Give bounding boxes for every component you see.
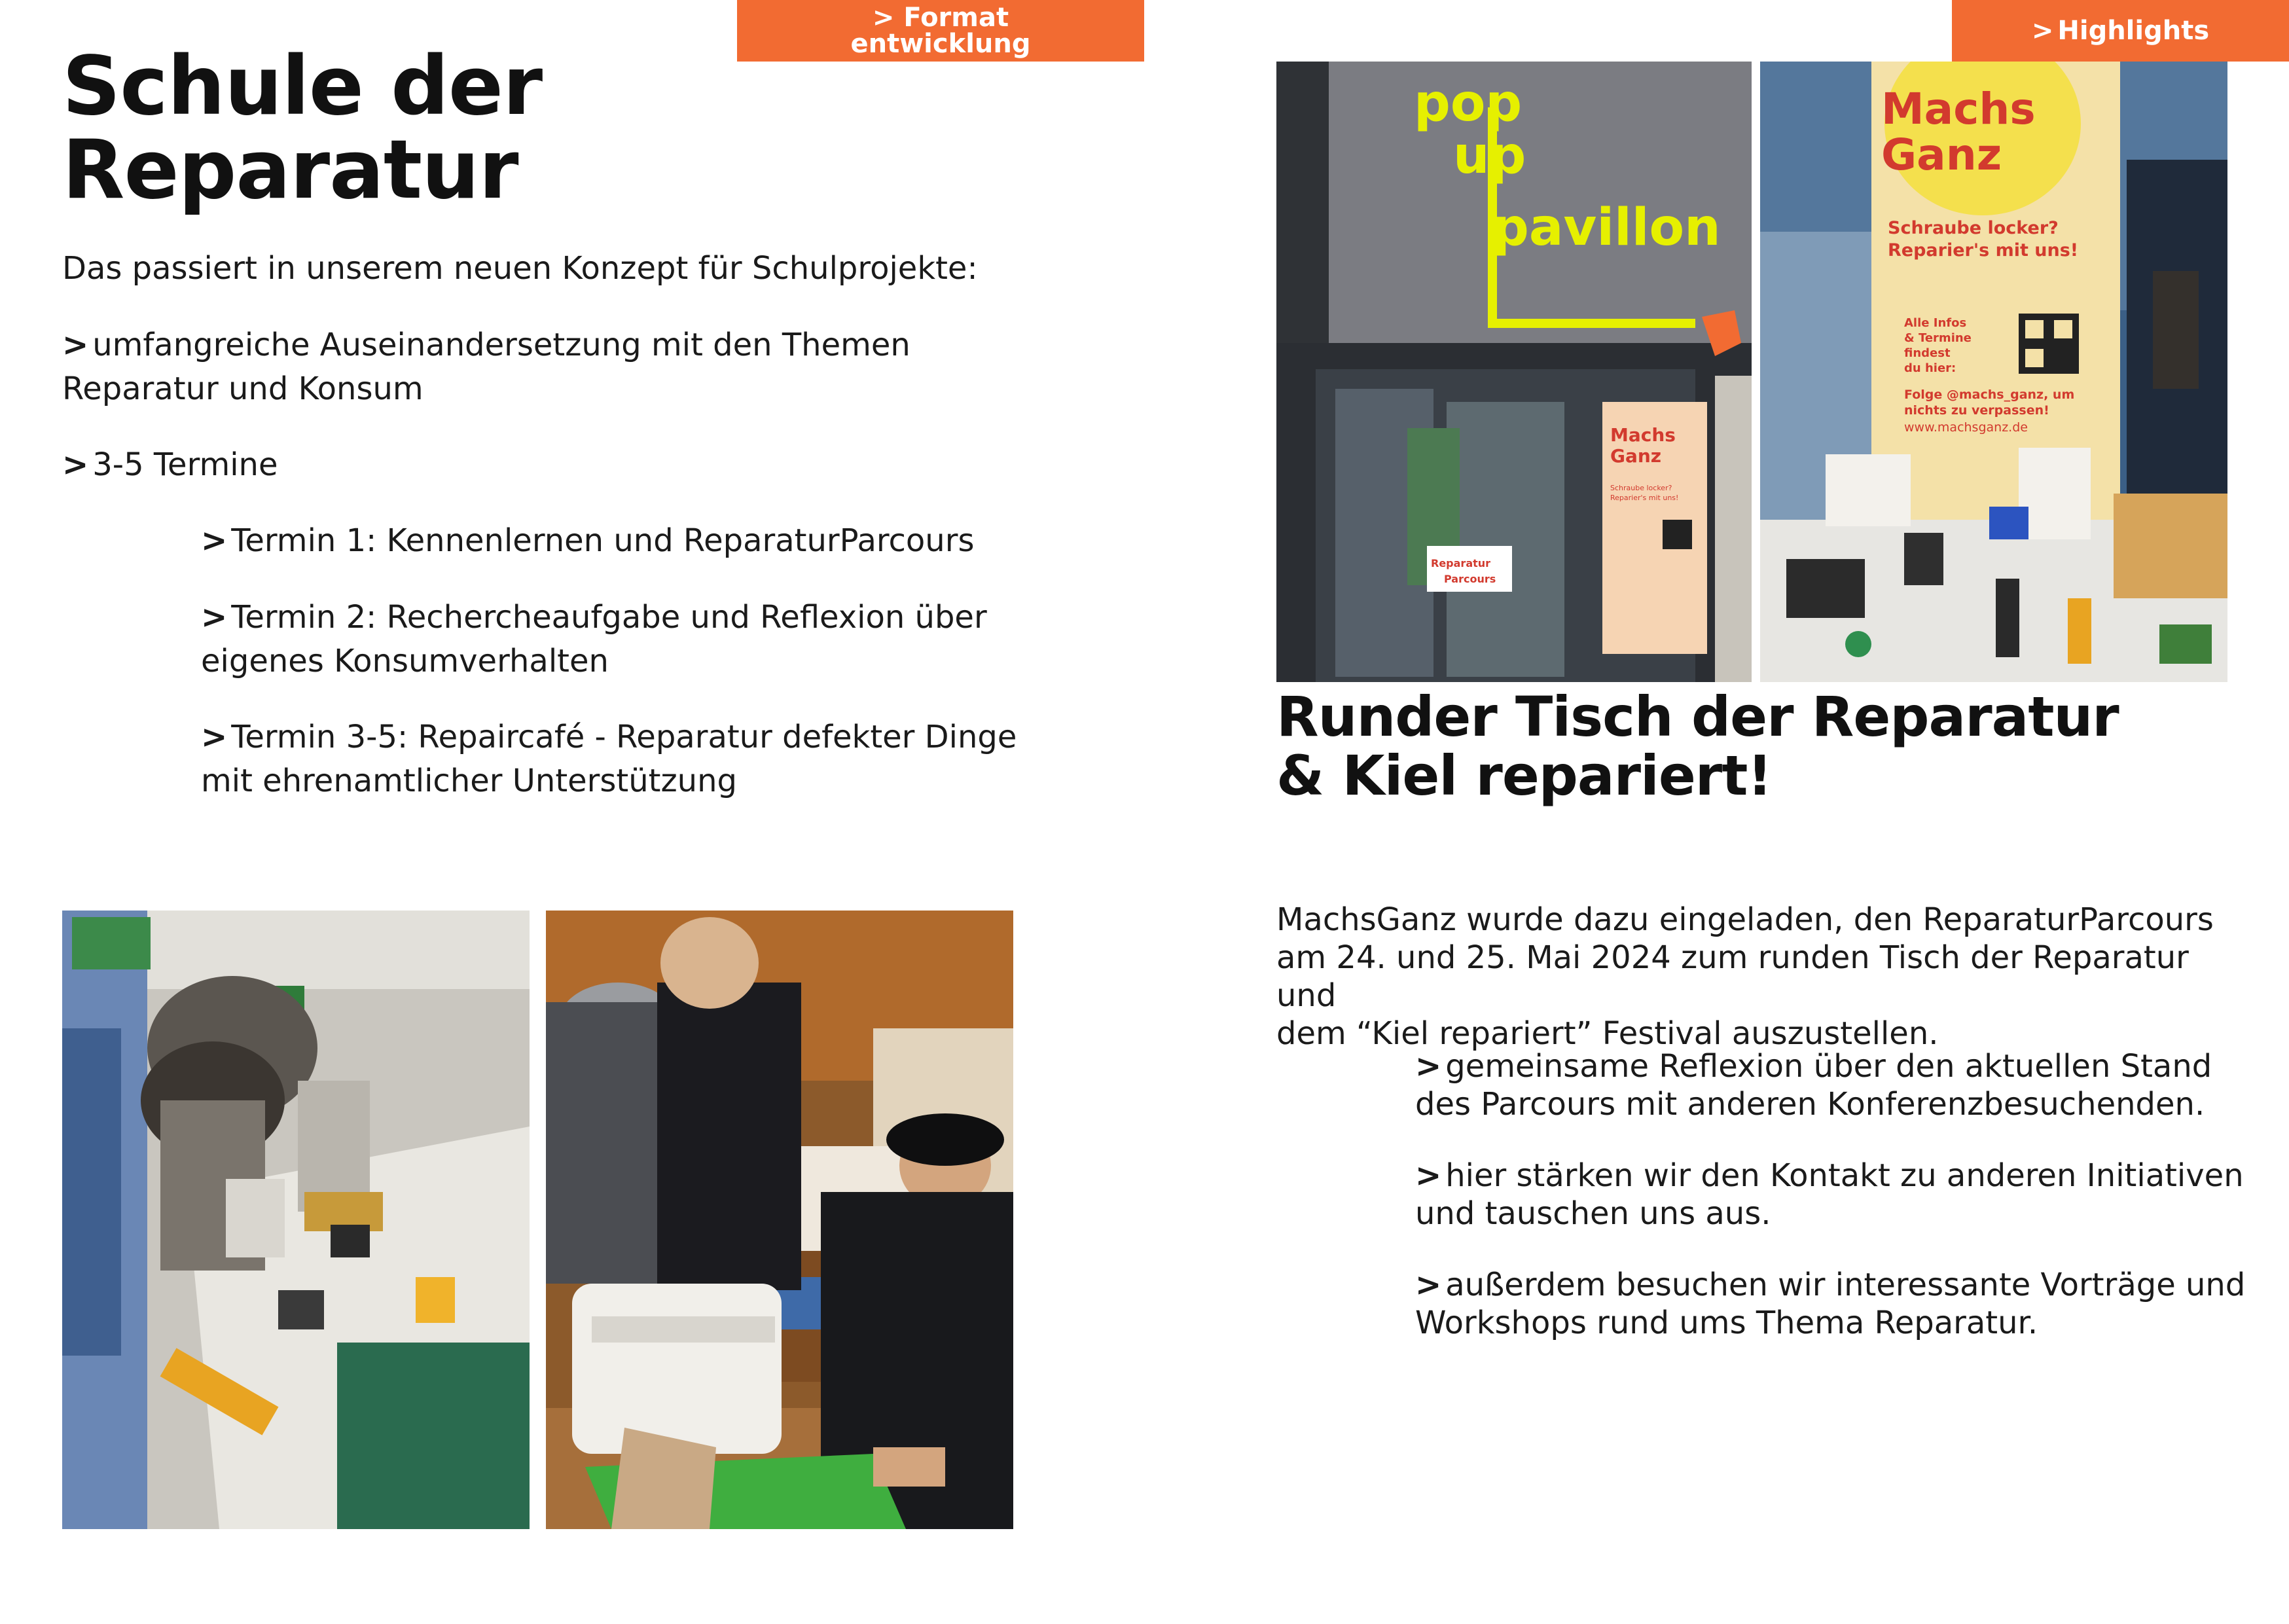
chevron-right-icon: > xyxy=(1415,1267,1442,1303)
chevron-right-icon: > xyxy=(62,446,89,483)
bullet-item xyxy=(1415,1266,2279,1342)
photo-sewing-machine xyxy=(546,911,1013,1529)
sign-text-3: pavillon xyxy=(1492,198,1721,257)
banner-tagline-2: Reparier's mit uns! xyxy=(1888,240,2079,261)
section-title-runder-tisch xyxy=(1276,685,2226,808)
banner-info-2: & Termine xyxy=(1904,331,1972,345)
photo-pop-up-pavillon xyxy=(1276,62,1752,682)
banner-tagline-2: Reparier's mit uns! xyxy=(1610,494,1679,502)
chevron-right-icon: > xyxy=(201,719,228,755)
bullet-text: hier stärken wir den Kontakt zu anderen Initiativen xyxy=(1445,1157,2244,1194)
paragraph-line: MachsGanz wurde dazu eingeladen, den ReparaturParcours xyxy=(1276,901,2214,938)
bullet-item xyxy=(1415,1047,2279,1123)
paragraph-line: am 24. und 25. Mai 2024 zum runden Tisch der Reparatur und xyxy=(1276,939,2189,1014)
chevron-right-icon: > xyxy=(1415,1048,1442,1085)
bullet-text: und tauschen uns aus. xyxy=(1415,1195,1771,1232)
sub-bullet-text: eigenes Konsumverhalten xyxy=(201,643,609,679)
sub-bullet-item xyxy=(201,596,1052,683)
photo-machsganz-banner xyxy=(1760,62,2227,682)
banner-follow-2: nichts zu verpassen! xyxy=(1904,403,2049,418)
banner-text-1: Machs xyxy=(1610,424,1676,446)
bullet-text: Reparatur und Konsum xyxy=(62,370,424,407)
banner-follow-1: Folge @machs_ganz, um xyxy=(1904,388,2075,402)
banner-info-1: Alle Infos xyxy=(1904,316,1967,330)
banner-info-3: findest xyxy=(1904,346,1951,360)
bullet-item xyxy=(62,323,1044,411)
bullet-text: 3-5 Termine xyxy=(92,446,278,483)
bullet-text: außerdem besuchen wir interessante Vorträge und xyxy=(1445,1267,2246,1303)
page-title-schule xyxy=(62,39,749,217)
tag-line-1 xyxy=(873,5,1009,31)
paragraph-line: dem “Kiel repariert” Festival auszustellen. xyxy=(1276,1015,1939,1052)
sub-bullet-text: Termin 2: Rechercheaufgabe und Reflexion über xyxy=(231,599,987,636)
title-line-1: Runder Tisch der Reparatur xyxy=(1276,685,2119,749)
chevron-right-icon: > xyxy=(2031,16,2054,46)
title-line-2: Reparatur xyxy=(62,123,518,217)
tag-label-2: entwicklung xyxy=(850,29,1031,59)
sign-text-2: up xyxy=(1453,126,1526,185)
sub-bullet-text: Termin 3-5: Repaircafé - Reparatur defekter Dinge xyxy=(231,719,1017,755)
sub-bullet-item xyxy=(201,715,1052,803)
door-sign-text-1: Reparatur xyxy=(1431,557,1491,569)
banner-info-4: du hier: xyxy=(1904,361,1956,375)
chevron-right-icon: > xyxy=(872,3,895,33)
section-tag-highlights xyxy=(1952,0,2289,62)
chevron-right-icon: > xyxy=(62,327,89,363)
sub-bullet-text: mit ehrenamtlicher Unterstützung xyxy=(201,763,737,799)
bullet-item xyxy=(62,443,1044,487)
banner-text-2: Ganz xyxy=(1610,445,1662,467)
tag-label: Highlights xyxy=(2057,16,2210,46)
sub-bullet-text: Termin 1: Kennenlernen und ReparaturParcours xyxy=(231,522,975,559)
banner-tagline-1: Schraube locker? xyxy=(1888,218,2059,238)
banner-website: www.machsganz.de xyxy=(1904,420,2028,435)
sub-bullet-item xyxy=(201,519,1052,563)
bullet-text: Workshops rund ums Thema Reparatur. xyxy=(1415,1305,2038,1341)
bullet-item xyxy=(1415,1157,2279,1233)
title-line-1: Schule der xyxy=(62,39,543,134)
bullet-text: gemeinsame Reflexion über den aktuellen Stand xyxy=(1445,1048,2212,1085)
bullet-text: umfangreiche Auseinandersetzung mit den Themen xyxy=(92,327,910,363)
banner-logo-line-2: Ganz xyxy=(1881,130,2002,180)
intro-text: Das passiert in unserem neuen Konzept für Schulprojekte: xyxy=(62,250,978,287)
chevron-right-icon: > xyxy=(201,599,228,636)
door-sign-text-2: Parcours xyxy=(1444,573,1496,585)
chevron-right-icon: > xyxy=(201,522,228,559)
sign-text-1: pop xyxy=(1414,74,1523,133)
banner-logo-line-1: Machs xyxy=(1881,84,2036,134)
bullet-text: des Parcours mit anderen Konferenzbesuchenden. xyxy=(1415,1086,2205,1123)
event-paragraph xyxy=(1276,901,2245,1053)
tag-label-1: Format xyxy=(903,3,1009,33)
photo-workshop-repair xyxy=(62,911,530,1529)
title-line-2: & Kiel repariert! xyxy=(1276,744,1772,808)
chevron-right-icon: > xyxy=(1415,1157,1442,1194)
banner-tagline-1: Schraube locker? xyxy=(1610,484,1672,492)
section-tag-formatentwicklung xyxy=(737,0,1144,62)
